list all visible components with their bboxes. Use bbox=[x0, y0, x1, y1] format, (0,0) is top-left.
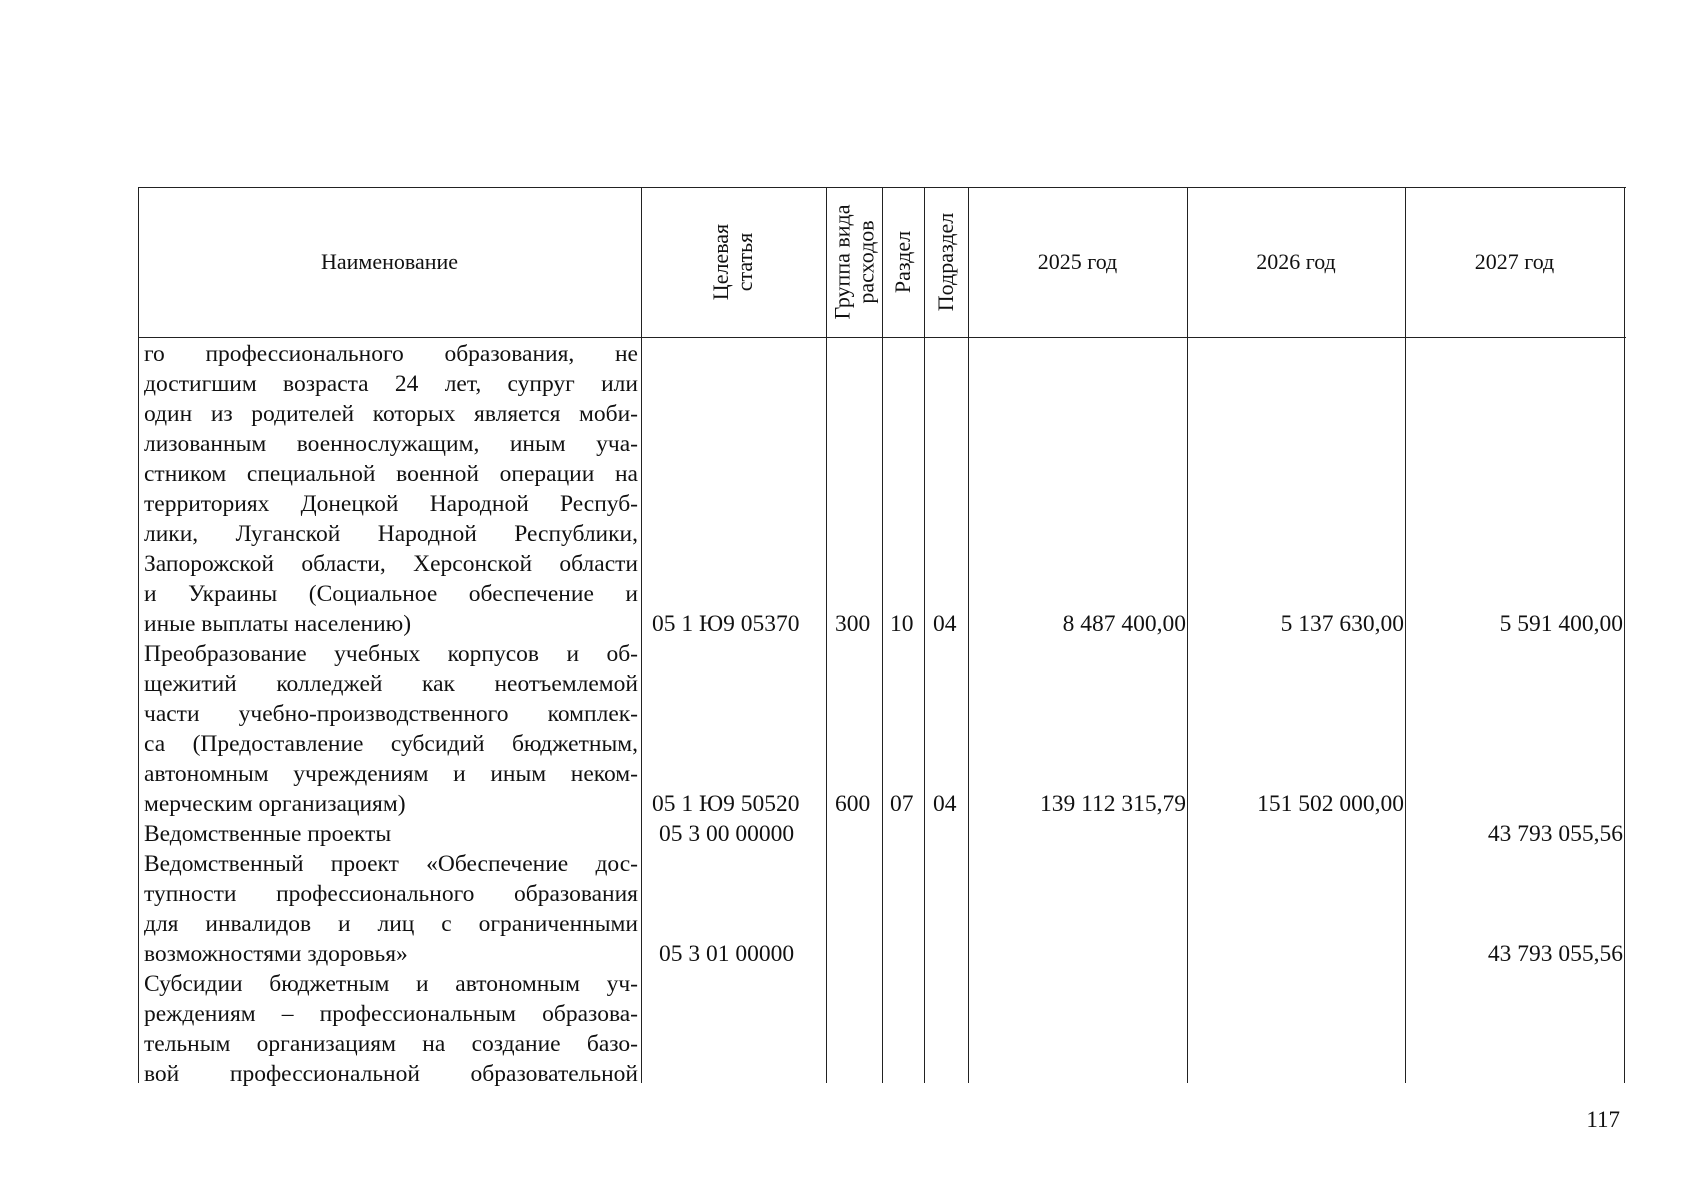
text-line: тельным организациям на создание базо- bbox=[144, 1031, 638, 1057]
row-name bbox=[144, 849, 638, 969]
row-group: 600 bbox=[835, 791, 871, 817]
text-line: лизованным военнослужащим, иным уча- bbox=[144, 431, 638, 457]
text-line: Ведомственные проекты bbox=[144, 821, 392, 847]
row-code: 05 3 01 00000 bbox=[659, 941, 795, 967]
text-line: для инвалидов и лиц с ограниченными bbox=[144, 911, 638, 937]
text-line: и Украины (Социальное обеспечение и bbox=[144, 581, 638, 607]
row-value-2026: 5 137 630,00 bbox=[1280, 611, 1404, 637]
header-2025-label: 2025 год bbox=[1037, 249, 1118, 274]
header-2027 bbox=[1405, 187, 1624, 337]
text-line: территориях Донецкой Народной Респуб- bbox=[144, 491, 638, 517]
header-section-label: Раздел bbox=[890, 230, 916, 294]
row-value-2027: 43 793 055,56 bbox=[1487, 821, 1623, 847]
row-value-2025: 139 112 315,79 bbox=[1039, 791, 1186, 817]
text-line: щежитий колледжей как неотъемлемой bbox=[144, 671, 638, 697]
header-group-line1: Группа вида bbox=[829, 204, 855, 320]
header-section bbox=[882, 187, 924, 337]
row-value-2026: 151 502 000,00 bbox=[1257, 791, 1404, 817]
text-line: лики, Луганской Народной Республики, bbox=[144, 521, 638, 547]
text-line: стником специальной военной операции на bbox=[144, 461, 638, 487]
header-subsection-label: Подраздел bbox=[933, 212, 959, 312]
header-2025 bbox=[968, 187, 1187, 337]
header-target-label bbox=[709, 224, 757, 300]
row-section: 07 bbox=[890, 791, 914, 817]
row-code: 05 1 Ю9 05370 bbox=[652, 611, 800, 637]
row-section: 10 bbox=[890, 611, 914, 637]
text-line: иные выплаты населению) bbox=[144, 611, 412, 637]
row-value-2025: 8 487 400,00 bbox=[1062, 611, 1186, 637]
text-line: реждениям – профессиональным образова- bbox=[144, 1001, 638, 1027]
row-name bbox=[144, 819, 638, 849]
text-line: мерческим организациям) bbox=[144, 791, 406, 817]
text-line: достигшим возраста 24 лет, супруг или bbox=[144, 371, 638, 397]
text-line: один из родителей которых является моби- bbox=[144, 401, 638, 427]
header-group-line2: расходов bbox=[853, 220, 879, 304]
text-line: части учебно-производственного комплек- bbox=[144, 701, 638, 727]
row-code: 05 3 00 00000 bbox=[659, 821, 795, 847]
page-number: 117 bbox=[1586, 1107, 1620, 1132]
row-code: 05 1 Ю9 50520 bbox=[652, 791, 800, 817]
text-line: Ведомственный проект «Обеспечение дос- bbox=[144, 851, 638, 877]
row-value-2027: 43 793 055,56 bbox=[1487, 941, 1623, 967]
row-subsection: 04 bbox=[933, 611, 957, 637]
text-line: вой профессиональной образовательной bbox=[144, 1061, 638, 1087]
text-line: Субсидии бюджетным и автономным уч- bbox=[144, 971, 638, 997]
header-name-label: Наименование bbox=[320, 249, 459, 274]
header-subsection bbox=[924, 187, 968, 337]
col-border bbox=[1624, 187, 1625, 1083]
header-group-label bbox=[830, 205, 878, 320]
header-group bbox=[826, 187, 882, 337]
text-line: автономным учреждениям и иным неком- bbox=[144, 761, 638, 787]
row-group: 300 bbox=[835, 611, 871, 637]
row-subsection: 04 bbox=[933, 791, 957, 817]
header-name bbox=[138, 187, 641, 337]
text-line: го профессионального образования, не bbox=[144, 341, 638, 367]
budget-table bbox=[138, 187, 1626, 1087]
row-name bbox=[144, 639, 638, 819]
text-line: возможностями здоровья» bbox=[144, 941, 408, 967]
row-value-2027: 5 591 400,00 bbox=[1499, 611, 1623, 637]
row-name bbox=[144, 339, 638, 639]
header-2026 bbox=[1187, 187, 1405, 337]
text-line: тупности профессионального образования bbox=[144, 881, 638, 907]
text-line: са (Предоставление субсидий бюджетным, bbox=[144, 731, 638, 757]
header-target-line2: статья bbox=[732, 232, 758, 292]
row-name bbox=[144, 969, 638, 1089]
header-2027-label: 2027 год bbox=[1474, 249, 1555, 274]
text-line: Преобразование учебных корпусов и об- bbox=[144, 641, 638, 667]
header-2026-label: 2026 год bbox=[1256, 249, 1336, 274]
text-line: Запорожской области, Херсонской области bbox=[144, 551, 638, 577]
header-target-line1: Целевая bbox=[708, 223, 734, 301]
header-target bbox=[641, 187, 826, 337]
